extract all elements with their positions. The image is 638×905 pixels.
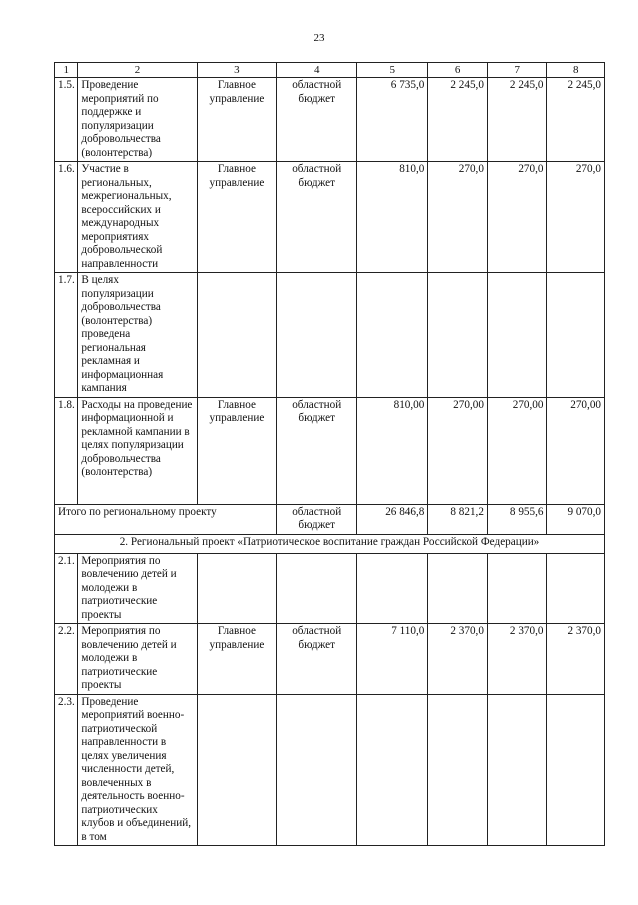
executor (197, 553, 277, 624)
activity-name: Участие в региональных, межрегиональных, всероссийских и международных мероприятиях добровольческой направленности (78, 162, 197, 273)
table-header-row (55, 63, 605, 78)
header-cell: 2 (78, 63, 197, 78)
activity-name: Мероприятия по вовлечению детей и молодежи в патриотические проекты (78, 553, 197, 624)
funding-source (277, 553, 357, 624)
amount-year-3: 270,0 (547, 162, 605, 273)
total-amount: 26 846,8 (357, 504, 428, 534)
row-number: 1.6. (55, 162, 78, 273)
amount-total (357, 273, 428, 398)
executor: Главное управление (197, 397, 277, 504)
amount-total: 7 110,0 (357, 624, 428, 695)
funding-source: областной бюджет (277, 624, 357, 695)
header-cell: 8 (547, 63, 605, 78)
funding-source: областной бюджет (277, 397, 357, 504)
header-cell: 3 (197, 63, 277, 78)
amount-year-2 (487, 553, 547, 624)
amount-year-2: 2 245,0 (487, 78, 547, 162)
funding-source: областной бюджет (277, 78, 357, 162)
funding-source (277, 694, 357, 846)
total-year-1: 8 821,2 (428, 504, 488, 534)
table-row (55, 624, 605, 695)
funding-source: областной бюджет (277, 504, 357, 534)
table-row (55, 553, 605, 624)
amount-year-3 (547, 273, 605, 398)
amount-year-3 (547, 553, 605, 624)
activity-name: Расходы на проведение информационной и рекламной кампании в целях популяризации добровольчества (волонтерства) (78, 397, 197, 504)
row-number: 2.3. (55, 694, 78, 846)
section-title: 2. Региональный проект «Патриотическое воспитание граждан Российской Федерации» (55, 534, 605, 553)
amount-year-1 (428, 694, 488, 846)
row-number: 1.7. (55, 273, 78, 398)
activity-name: Проведение мероприятий по поддержке и популяризации добровольчества (волонтерства) (78, 78, 197, 162)
amount-year-2: 2 370,0 (487, 624, 547, 695)
amount-year-2: 270,0 (487, 162, 547, 273)
header-cell: 7 (487, 63, 547, 78)
executor (197, 273, 277, 398)
section-header-row (55, 534, 605, 553)
table-row (55, 273, 605, 398)
amount-year-2 (487, 694, 547, 846)
page-number: 23 (313, 32, 325, 44)
amount-year-3 (547, 694, 605, 846)
header-cell: 6 (428, 63, 488, 78)
funding-source: областной бюджет (277, 162, 357, 273)
total-year-2: 8 955,6 (487, 504, 547, 534)
header-cell: 4 (277, 63, 357, 78)
table-row (55, 78, 605, 162)
activity-name: Проведение мероприятий военно-патриотической направленности в целях увеличения численности детей, вовлеченных в деятельность военно-патриотических клубов и объединений, в том (78, 694, 197, 846)
row-number: 1.8. (55, 397, 78, 504)
funding-source (277, 273, 357, 398)
table-row (55, 162, 605, 273)
amount-year-1: 270,00 (428, 397, 488, 504)
header-cell: 5 (357, 63, 428, 78)
amount-total: 6 735,0 (357, 78, 428, 162)
amount-year-3: 270,00 (547, 397, 605, 504)
table-row (55, 397, 605, 504)
row-number: 1.5. (55, 78, 78, 162)
row-number: 2.2. (55, 624, 78, 695)
executor: Главное управление (197, 624, 277, 695)
activity-name: Мероприятия по вовлечению детей и молодежи в патриотические проекты (78, 624, 197, 695)
amount-year-1: 2 370,0 (428, 624, 488, 695)
amount-year-1 (428, 273, 488, 398)
amount-year-1: 2 245,0 (428, 78, 488, 162)
executor: Главное управление (197, 78, 277, 162)
activity-name: В целях популяризации добровольчества (волонтерства) проведена региональная рекламная и информационная кампания (78, 273, 197, 398)
total-row (55, 504, 605, 534)
amount-year-3: 2 370,0 (547, 624, 605, 695)
amount-year-2: 270,00 (487, 397, 547, 504)
amount-year-2 (487, 273, 547, 398)
row-number: 2.1. (55, 553, 78, 624)
total-label: Итого по региональному проекту (55, 504, 277, 534)
executor (197, 694, 277, 846)
amount-total (357, 694, 428, 846)
table-row (55, 694, 605, 846)
header-cell: 1 (55, 63, 78, 78)
amount-total (357, 553, 428, 624)
budget-table (54, 62, 605, 846)
amount-year-3: 2 245,0 (547, 78, 605, 162)
amount-year-1 (428, 553, 488, 624)
total-year-3: 9 070,0 (547, 504, 605, 534)
amount-total: 810,0 (357, 162, 428, 273)
executor: Главное управление (197, 162, 277, 273)
amount-total: 810,00 (357, 397, 428, 504)
amount-year-1: 270,0 (428, 162, 488, 273)
